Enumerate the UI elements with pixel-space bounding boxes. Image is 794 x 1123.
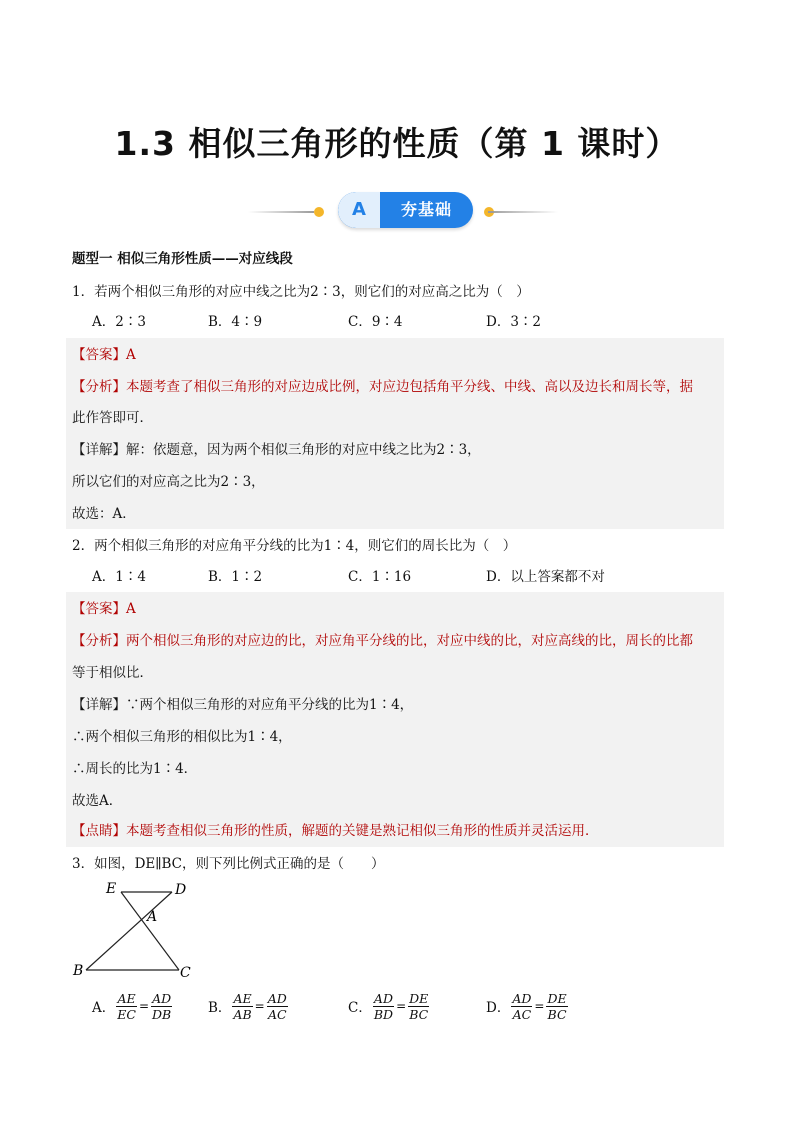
q2-detail-line3: ∴周长的比为1∶4． bbox=[72, 761, 198, 777]
q2-solution-box bbox=[66, 592, 724, 847]
q1-option-d: D．3∶2 bbox=[486, 314, 542, 330]
level-badge bbox=[338, 192, 473, 228]
label-e: E bbox=[106, 881, 117, 897]
q3-option-d-letter: D． bbox=[486, 1000, 511, 1016]
q3-option-c-letter: C． bbox=[348, 1000, 372, 1016]
divider-line-right bbox=[488, 211, 558, 213]
q1-option-c: C．9∶4 bbox=[348, 314, 403, 330]
badge-label: 夯基础 bbox=[400, 200, 452, 219]
page-title: 1.3 相似三角形的性质（第 1 课时） bbox=[114, 124, 680, 163]
q3-triangle-figure bbox=[66, 876, 206, 986]
q2-answer: 【答案】A bbox=[72, 601, 136, 617]
q1-solution-box bbox=[66, 338, 724, 529]
label-d: D bbox=[175, 882, 187, 898]
fraction-left: $\frac{AD}{BD}$ bbox=[373, 990, 394, 1022]
section-badge-row bbox=[0, 192, 794, 232]
q1-analysis-line1: 【分析】本题考查了相似三角形的对应边成比例，对应边包括角平分线、中线、高以及边长和周长等，据 bbox=[72, 379, 693, 395]
q1-option-a: A．2∶3 bbox=[92, 314, 146, 330]
q3-option-a bbox=[92, 986, 173, 1026]
q2-analysis-line2: 等于相似比． bbox=[72, 665, 153, 681]
q1-detail-line1: 【详解】解：依题意，因为两个相似三角形的对应中线之比为2∶3， bbox=[72, 442, 481, 458]
label-c: C bbox=[180, 965, 191, 981]
q3-option-b bbox=[208, 986, 289, 1026]
fraction-right: $\frac{DE}{BC}$ bbox=[547, 990, 567, 1022]
q3-option-a-letter: A． bbox=[92, 1000, 116, 1016]
divider-line-left bbox=[248, 211, 314, 213]
q1-option-b: B．4∶9 bbox=[208, 314, 263, 330]
q2-stem: 2．两个相似三角形的对应角平分线的比为1∶4，则它们的周长比为（ ） bbox=[72, 538, 517, 554]
q2-comment: 【点睛】本题考查相似三角形的性质，解题的关键是熟记相似三角形的性质并灵活运用． bbox=[72, 823, 599, 839]
badge-letter: A bbox=[338, 192, 380, 228]
divider-dot-left bbox=[314, 207, 324, 217]
q2-option-b: B．1∶2 bbox=[208, 569, 263, 585]
equals-sign: = bbox=[534, 999, 545, 1013]
equals-sign: = bbox=[254, 999, 265, 1013]
fraction-right: $\frac{AD}{AC}$ bbox=[267, 990, 287, 1022]
q2-option-d: D．以上答案都不对 bbox=[486, 569, 605, 585]
q1-detail-line2: 所以它们的对应高之比为2∶3， bbox=[72, 474, 265, 490]
fraction-left: $\frac{AD}{AC}$ bbox=[512, 990, 532, 1022]
fraction-left: $\frac{AE}{AB}$ bbox=[233, 990, 252, 1022]
equals-sign: = bbox=[396, 999, 407, 1013]
q2-detail-line4: 故选A． bbox=[72, 793, 123, 809]
q2-detail-line1: 【详解】∵两个相似三角形的对应角平分线的比为1∶4， bbox=[72, 697, 414, 713]
q3-stem: 3．如图，DE∥BC，则下列比例式正确的是（ ） bbox=[72, 856, 385, 872]
section-heading: 题型一 相似三角形性质——对应线段 bbox=[72, 251, 293, 267]
label-b: B bbox=[73, 963, 84, 979]
equals-sign: = bbox=[138, 999, 150, 1013]
q3-option-d bbox=[486, 986, 569, 1026]
q2-analysis-line1: 【分析】两个相似三角形的对应边的比，对应角平分线的比，对应中线的比，对应高线的比，周长的比都 bbox=[72, 633, 693, 649]
q1-detail-line3: 故选：A． bbox=[72, 506, 136, 522]
q3-option-c bbox=[348, 986, 430, 1026]
q1-stem: 1．若两个相似三角形的对应中线之比为2∶3，则它们的对应高之比为（ ） bbox=[72, 284, 530, 300]
fraction-right: $\frac{DE}{BC}$ bbox=[409, 990, 429, 1022]
label-a: A bbox=[147, 909, 158, 925]
fraction-right: $\frac{AD}{DB}$ bbox=[152, 990, 172, 1022]
q2-detail-line2: ∴两个相似三角形的相似比为1∶4， bbox=[72, 729, 292, 745]
q2-option-c: C．1∶16 bbox=[348, 569, 412, 585]
q3-option-b-letter: B． bbox=[208, 1000, 232, 1016]
q2-option-a: A．1∶4 bbox=[92, 569, 146, 585]
q1-answer: 【答案】A bbox=[72, 347, 136, 363]
fraction-left: $\frac{AE}{EC}$ bbox=[117, 990, 136, 1022]
q1-analysis-line2: 此作答即可． bbox=[72, 410, 153, 426]
